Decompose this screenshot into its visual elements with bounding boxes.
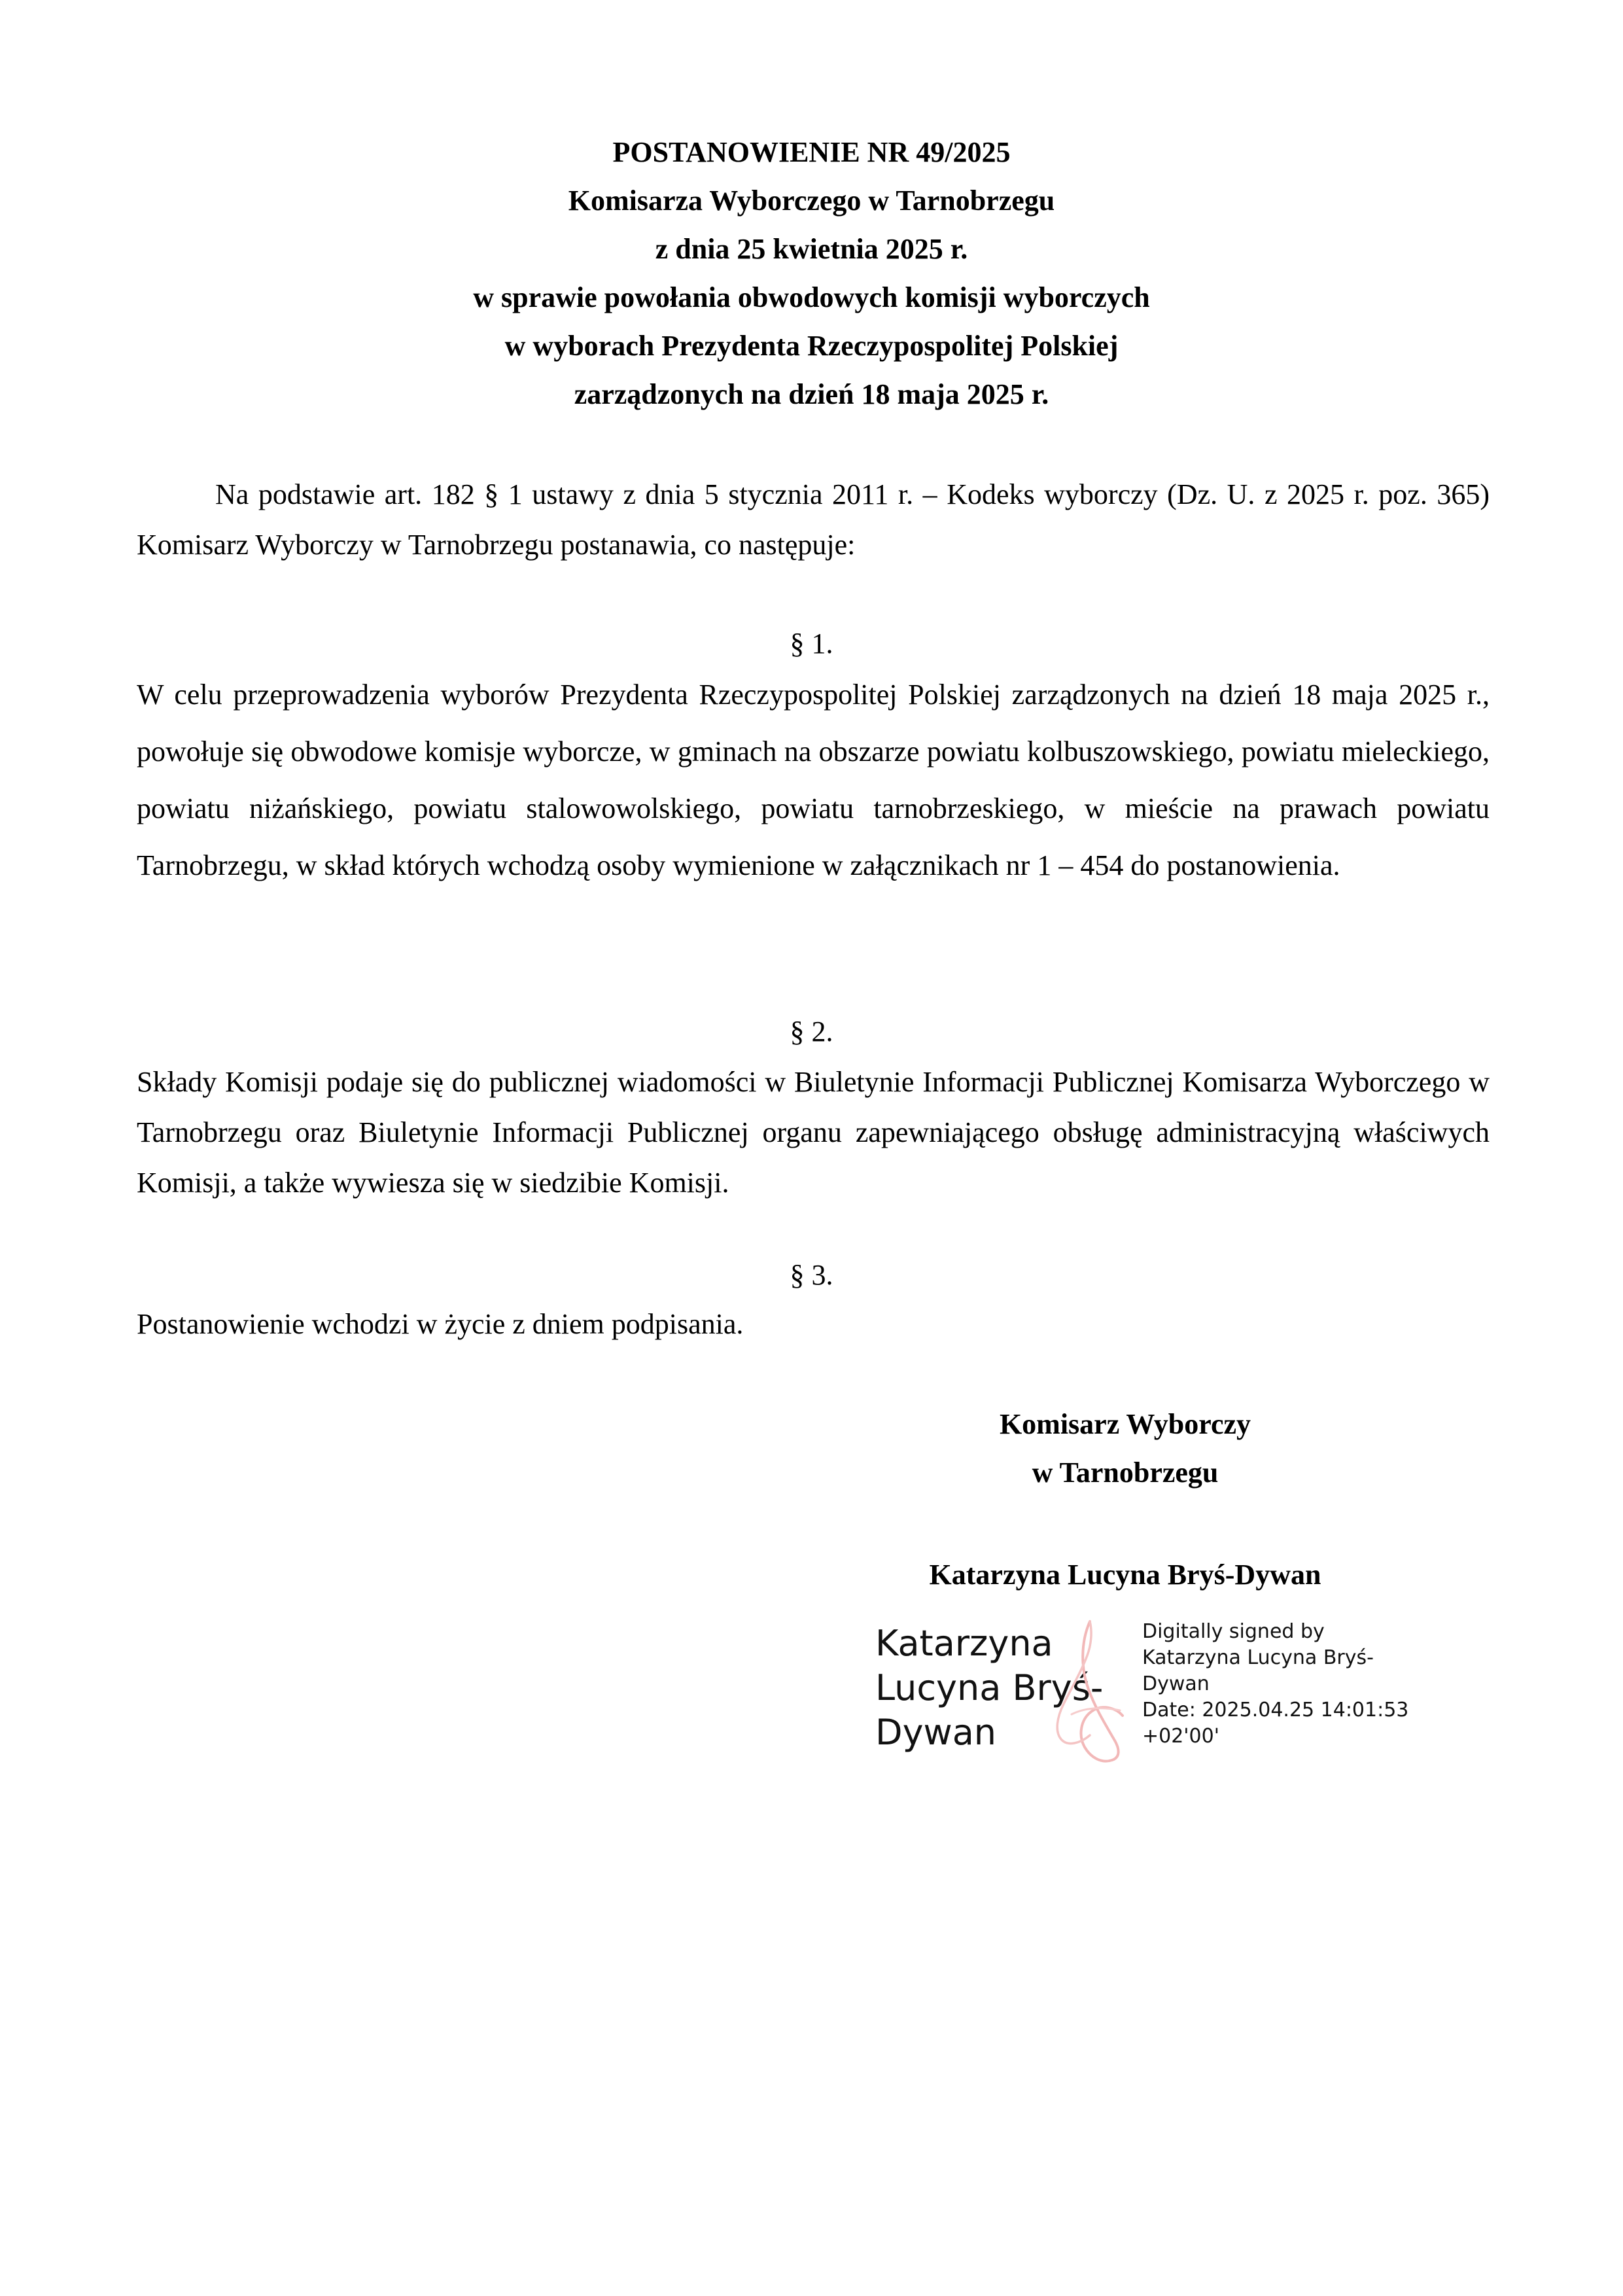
digital-signature-details-line-3: Dywan (1142, 1672, 1210, 1695)
section-2-mark: § 2. (790, 1016, 833, 1048)
section-1-text: W celu przeprowadzenia wyborów Prezydenta Rzeczypospolitej Polskiej zarządzonych na dzień 18 maja 2025 r., powołuje się obwodowe komisje wyborcze, w gminach na obszarze powiatu kolbuszowskiego, powiatu mieleckiego, powiatu niżańskiego, powiatu stalowowolskiego, powiatu tarnobrzeskiego, w mieście na prawach powiatu Tarnobrzegu, w skład których wchodzą osoby wymienione w załącznikach nr 1 – 454 do postanowienia. (137, 679, 1490, 881)
digital-signature-details (1142, 1619, 1408, 1750)
heading-issuer: Komisarza Wyborczego w Tarnobrzegu (568, 185, 1055, 217)
heading-subject-line-3: zarządzonych na dzień 18 maja 2025 r. (574, 378, 1049, 410)
digital-signature-name-line-1: Katarzyna (875, 1623, 1053, 1664)
digital-signature-details-line-2: Katarzyna Lucyna Bryś- (1142, 1646, 1374, 1669)
signatory-title-line-1: Komisarz Wyborczy (999, 1408, 1251, 1440)
heading-subject-line-2: w wyborach Prezydenta Rzeczypospolitej Polskiej (504, 330, 1119, 362)
digital-signature-details-line-1: Digitally signed by (1142, 1620, 1325, 1643)
section-1-mark: § 1. (790, 627, 833, 660)
section-3-mark: § 3. (790, 1259, 833, 1291)
section-2-text: Składy Komisji podaje się do publicznej wiadomości w Biuletynie Informacji Publicznej Komisarza Wyborczego w Tarnobrzegu oraz Biuletynie Informacji Publicznej organu zapewniającego obsługę administracyjną właściwych Komisji, a także wywiesza się w siedzibie Komisji. (137, 1066, 1490, 1199)
signatory-title (935, 1400, 1315, 1497)
digital-signature-details-line-4: Date: 2025.04.25 14:01:53 (1142, 1699, 1409, 1722)
signatory-title-line-2: w Tarnobrzegu (1032, 1457, 1219, 1489)
intro-paragraph: Na podstawie art. 182 § 1 ustawy z dnia 5 stycznia 2011 r. – Kodeks wyborczy (Dz. U. z 2025 r. poz. 365) Komisarz Wyborczy w Tarnobrzegu postanawia, co następuje: (137, 478, 1490, 561)
digital-signature-details-line-5: +02'00' (1142, 1725, 1219, 1748)
heading-subject-line-1: w sprawie powołania obwodowych komisji wyborczych (473, 281, 1150, 313)
signatory-name: Katarzyna Lucyna Bryś-Dywan (929, 1559, 1321, 1591)
section-3-text: Postanowienie wchodzi w życie z dniem podpisania. (137, 1308, 744, 1340)
digital-signature-block[interactable] (875, 1616, 1409, 1773)
digital-signature-name-line-2: Lucyna Bryś- (875, 1667, 1104, 1708)
document-heading (0, 128, 1623, 419)
adobe-signature-mark-icon (1052, 1616, 1130, 1773)
digital-signature-name-line-3: Dywan (875, 1712, 997, 1753)
heading-date: z dnia 25 kwietnia 2025 r. (655, 233, 968, 265)
heading-title: POSTANOWIENIE NR 49/2025 (612, 136, 1011, 168)
